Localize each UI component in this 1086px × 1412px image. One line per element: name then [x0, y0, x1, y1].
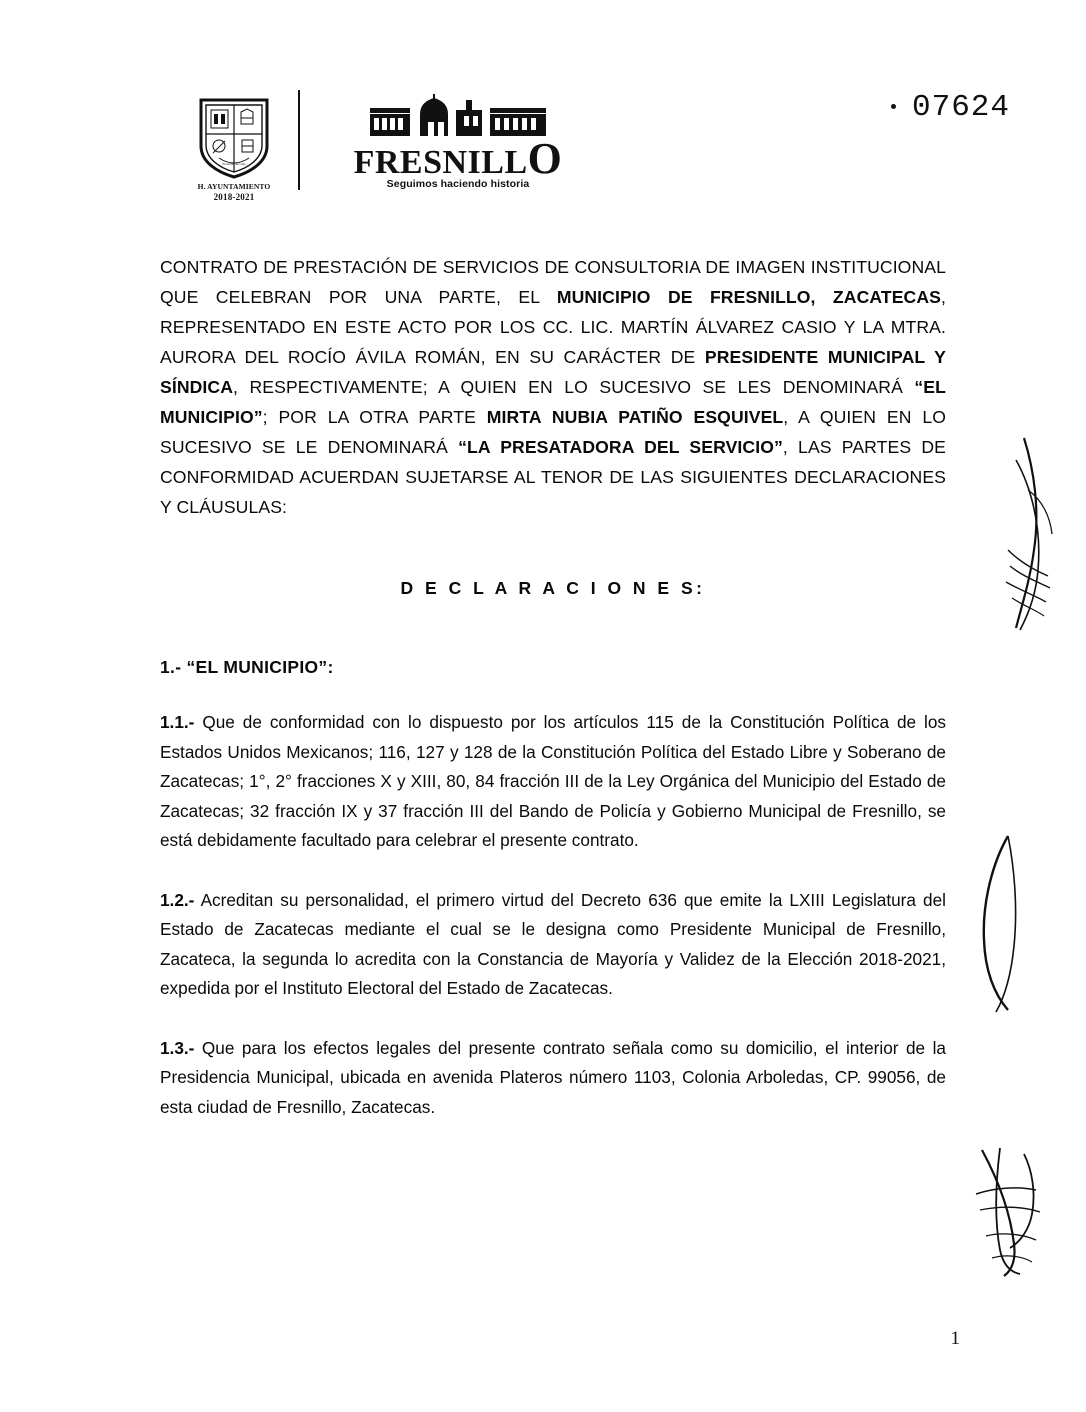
clause-1-2-number: 1.2.- [160, 889, 195, 910]
svg-text:Fresnillo de Gzlz: Fresnillo de Gzlz [222, 162, 246, 166]
crest-caption [186, 182, 282, 202]
clause-1-3-text: Que para los efectos legales del presente contrato señala como su domicilio, el interior de la Presidencia Municipal, ubicada en avenida Plateros número 1103, Colonia Arboledas, CP. 99056, de esta ciudad de Fresnillo, Zacatecas. [160, 1037, 946, 1117]
municipal-crest [186, 96, 282, 202]
brand-wordmark-last: O [527, 134, 563, 183]
preamble-part-4: ; POR LA OTRA PARTE [262, 407, 487, 427]
contract-preamble [160, 252, 946, 522]
page-number: 1 [950, 1328, 960, 1349]
folio-dot [891, 104, 896, 109]
declarations-heading: D E C L A R A C I O N E S: [400, 578, 706, 598]
party-prestadora: MIRTA NUBIA PATIÑO ESQUIVEL [486, 407, 784, 427]
crest-caption-line1: H. AYUNTAMIENTO [197, 182, 271, 191]
preamble-part-2: , REPRESENTADO EN ESTE ACTO POR LOS CC. LIC. MARTÍN ÁLVAREZ CASIO Y LA MTRA. AURORA DEL ROCÍO ÁVILA ROMÁN, EN SU CARÁCTER DE [160, 287, 947, 367]
clause-1-2-text: Acreditan su personalidad, el primero virtud del Decreto 636 que emite la LXIII Legislatura del Estado de Zacatecas mediante el cual se le designa como Presidente Municipal de Fresnillo, Zacateca, la segunda lo acredita con la Constancia de Mayoría y Validez de la Elección 2018-2021, expedida por el Instituto Electoral del Estado de Zacatecas. [160, 889, 946, 998]
brand-wordmark-main: FRESNILL [353, 144, 528, 181]
header-divider [298, 90, 300, 190]
document-body [160, 252, 946, 1139]
alias-prestadora: “LA PRESATADORA DEL SERVICIO” [458, 437, 783, 457]
fresnillo-logo [338, 92, 578, 190]
clause-1-2 [160, 886, 946, 1004]
preamble-part-3: , RESPECTIVAMENTE; A QUIEN EN LO SUCESIVO SE LES DENOMINARÁ [233, 377, 915, 397]
aqueduct-skyline-icon [368, 92, 548, 140]
signature-mark-bottom [966, 1140, 1056, 1280]
folio-number: 07624 [911, 90, 1010, 125]
coat-of-arms-icon [197, 96, 271, 180]
document-header [0, 78, 1086, 218]
clause-1-1 [160, 708, 946, 856]
brand-wordmark [338, 134, 578, 183]
party-municipio: MUNICIPIO DE FRESNILLO, ZACATECAS [556, 287, 942, 307]
clause-1-1-text: Que de conformidad con lo dispuesto por los artículos 115 de la Constitución Política de los Estados Unidos Mexicanos; 116, 127 y 128 de la Constitución Política del Estado Libre y Soberano de Zacatecas; 1°, 2° fracciones X y XIII, 80, 84 fracción III de la Ley Orgánica del Municipio del Estado de Zacatecas; 32 fracción IX y 37 fracción III del Bando de Policía y Gobierno Municipal de Fresnillo, se está debidamente facultado para celebrar el presente contrato. [160, 712, 946, 850]
signature-mark-top [994, 430, 1064, 640]
brand-tagline: Seguimos haciendo historia [386, 178, 530, 190]
party-heading: 1.- “EL MUNICIPIO”: [160, 657, 334, 677]
clause-1-3-number: 1.3.- [160, 1037, 195, 1058]
clause-1-1-number: 1.1.- [160, 712, 195, 732]
signature-mark-middle [968, 830, 1038, 1020]
preamble-part-5: , A QUIEN EN LO SUCESIVO SE LE DENOMINARÁ [160, 407, 946, 457]
clause-1-3 [160, 1034, 946, 1123]
preamble-part-1: CONTRATO DE PRESTACIÓN DE SERVICIOS DE CONSULTORIA DE IMAGEN INSTITUCIONAL QUE CELEBRAN POR UNA PARTE, EL [160, 257, 946, 307]
role-presidente-sindica: PRESIDENTE MUNICIPAL Y SÍNDICA [160, 347, 946, 397]
alias-el-municipio: “EL MUNICIPIO” [160, 377, 946, 427]
crest-caption-line2: 2018-2021 [213, 192, 255, 202]
preamble-part-6: , LAS PARTES DE CONFORMIDAD ACUERDAN SUJETARSE AL TENOR DE LAS SIGUIENTES DECLARACIONES Y CLÁUSULAS: [160, 437, 946, 517]
